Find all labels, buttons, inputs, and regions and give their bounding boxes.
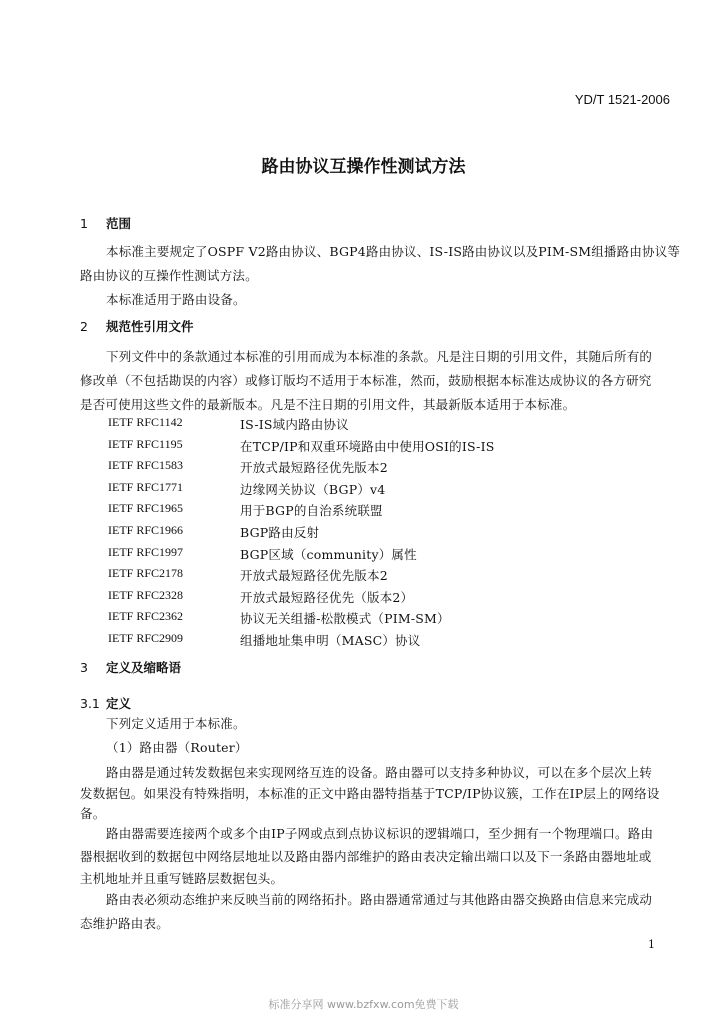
document-number: YD/T 1521-2006 xyxy=(574,92,670,107)
paragraph-line: 主机地址并且重写链路层数据包头。 xyxy=(80,871,284,886)
section-title: 定义及缩略语 xyxy=(106,660,182,675)
reference-title: 在TCP/IP和双重环境路由中使用OSI的IS-IS xyxy=(240,438,495,454)
paragraph-line: 下列定义适用于本标准。 xyxy=(106,716,246,731)
reference-code: IETF RFC1965 xyxy=(108,501,184,516)
reference-code: IETF RFC1966 xyxy=(108,523,184,537)
reference-title: 边缘网关协议（BGP）v4 xyxy=(240,481,386,497)
reference-title: 组播地址集申明（MASC）协议 xyxy=(240,633,421,648)
reference-code: IETF RFC1142 xyxy=(108,415,183,429)
paragraph-line: 备。 xyxy=(80,806,106,821)
reference-title: 开放式最短路径优先（版本2） xyxy=(240,589,414,605)
section-number: 3.1 xyxy=(80,696,100,711)
term-heading: （1）路由器（Router） xyxy=(106,740,248,755)
paragraph-line: 态维护路由表。 xyxy=(80,916,169,931)
paragraph-line: 路由协议的互操作性测试方法。 xyxy=(80,268,258,283)
paragraph-line: 修改单（不包括勘误的内容）或修订版均不适用于本标准，然而，鼓励根据本标准达成协议的各方研究 xyxy=(80,373,652,388)
footer-watermark: 标准分享网 www.bzfxw.com免费下载 xyxy=(268,998,459,1011)
reference-title: 用于BGP的自治系统联盟 xyxy=(240,503,383,519)
page-title: 路由协议互操作性测试方法 xyxy=(261,157,466,177)
section-title: 规范性引用文件 xyxy=(106,319,194,334)
section-number: 1 xyxy=(80,216,88,231)
reference-title: BGP路由反射 xyxy=(240,525,320,540)
reference-title: BGP区域（community）属性 xyxy=(240,546,417,562)
paragraph-line: 器根据收到的数据包中网络层地址以及路由器内部维护的路由表决定输出端口以及下一条路由器地址或 xyxy=(80,849,652,864)
section-1-heading xyxy=(80,214,131,232)
reference-code: IETF RFC1583 xyxy=(108,458,184,473)
page-number: 1 xyxy=(648,938,655,951)
paragraph-line: 本标准适用于路由设备。 xyxy=(106,292,246,307)
section-number: 3 xyxy=(80,660,88,675)
reference-code: IETF RFC1771 xyxy=(108,479,184,494)
section-number: 2 xyxy=(80,319,88,334)
reference-title: 开放式最短路径优先版本2 xyxy=(240,460,388,476)
paragraph-line: 路由表必须动态维护来反映当前的网络拓扑。路由器通常通过与其他路由器交换路由信息来完成动 xyxy=(106,892,653,907)
paragraph-line: 是否可使用这些文件的最新版本。凡是不注日期的引用文件，其最新版本适用于本标准。 xyxy=(80,397,576,412)
paragraph-line: 下列文件中的条款通过本标准的引用而成为本标准的条款。凡是注日期的引用文件，其随后所有的 xyxy=(106,349,653,364)
section-title: 定义 xyxy=(106,696,132,711)
section-3-1-heading xyxy=(80,694,131,712)
section-title: 范围 xyxy=(106,216,132,231)
reference-code: IETF RFC1997 xyxy=(108,544,184,559)
paragraph-line: 路由器是通过转发数据包来实现网络互连的设备。路由器可以支持多种协议，可以在多个层次上转 xyxy=(106,765,653,780)
section-2-heading xyxy=(80,317,194,335)
reference-title: IS-IS域内路由协议 xyxy=(240,417,349,432)
reference-code: IETF RFC2909 xyxy=(108,631,184,645)
paragraph-line: 路由器需要连接两个或多个由IP子网或点到点协议标识的逻辑端口，至少拥有一个物理端口。路由 xyxy=(106,826,654,841)
paragraph-line: 本标准主要规定了OSPF V2路由协议、BGP4路由协议、IS-IS路由协议以及PIM-SM组播路由协议等 xyxy=(106,244,681,259)
reference-title: 协议无关组播-松散模式（PIM-SM） xyxy=(240,611,450,627)
reference-title: 开放式最短路径优先版本2 xyxy=(240,568,388,584)
paragraph-line: 发数据包。如果没有特殊指明，本标准的正文中路由器特指基于TCP/IP协议簇，工作在IP层上的网络设 xyxy=(80,786,660,801)
section-3-heading xyxy=(80,658,181,676)
reference-code: IETF RFC1195 xyxy=(108,436,183,451)
reference-code: IETF RFC2328 xyxy=(108,587,184,602)
reference-code: IETF RFC2362 xyxy=(108,609,184,624)
reference-code: IETF RFC2178 xyxy=(108,566,184,581)
